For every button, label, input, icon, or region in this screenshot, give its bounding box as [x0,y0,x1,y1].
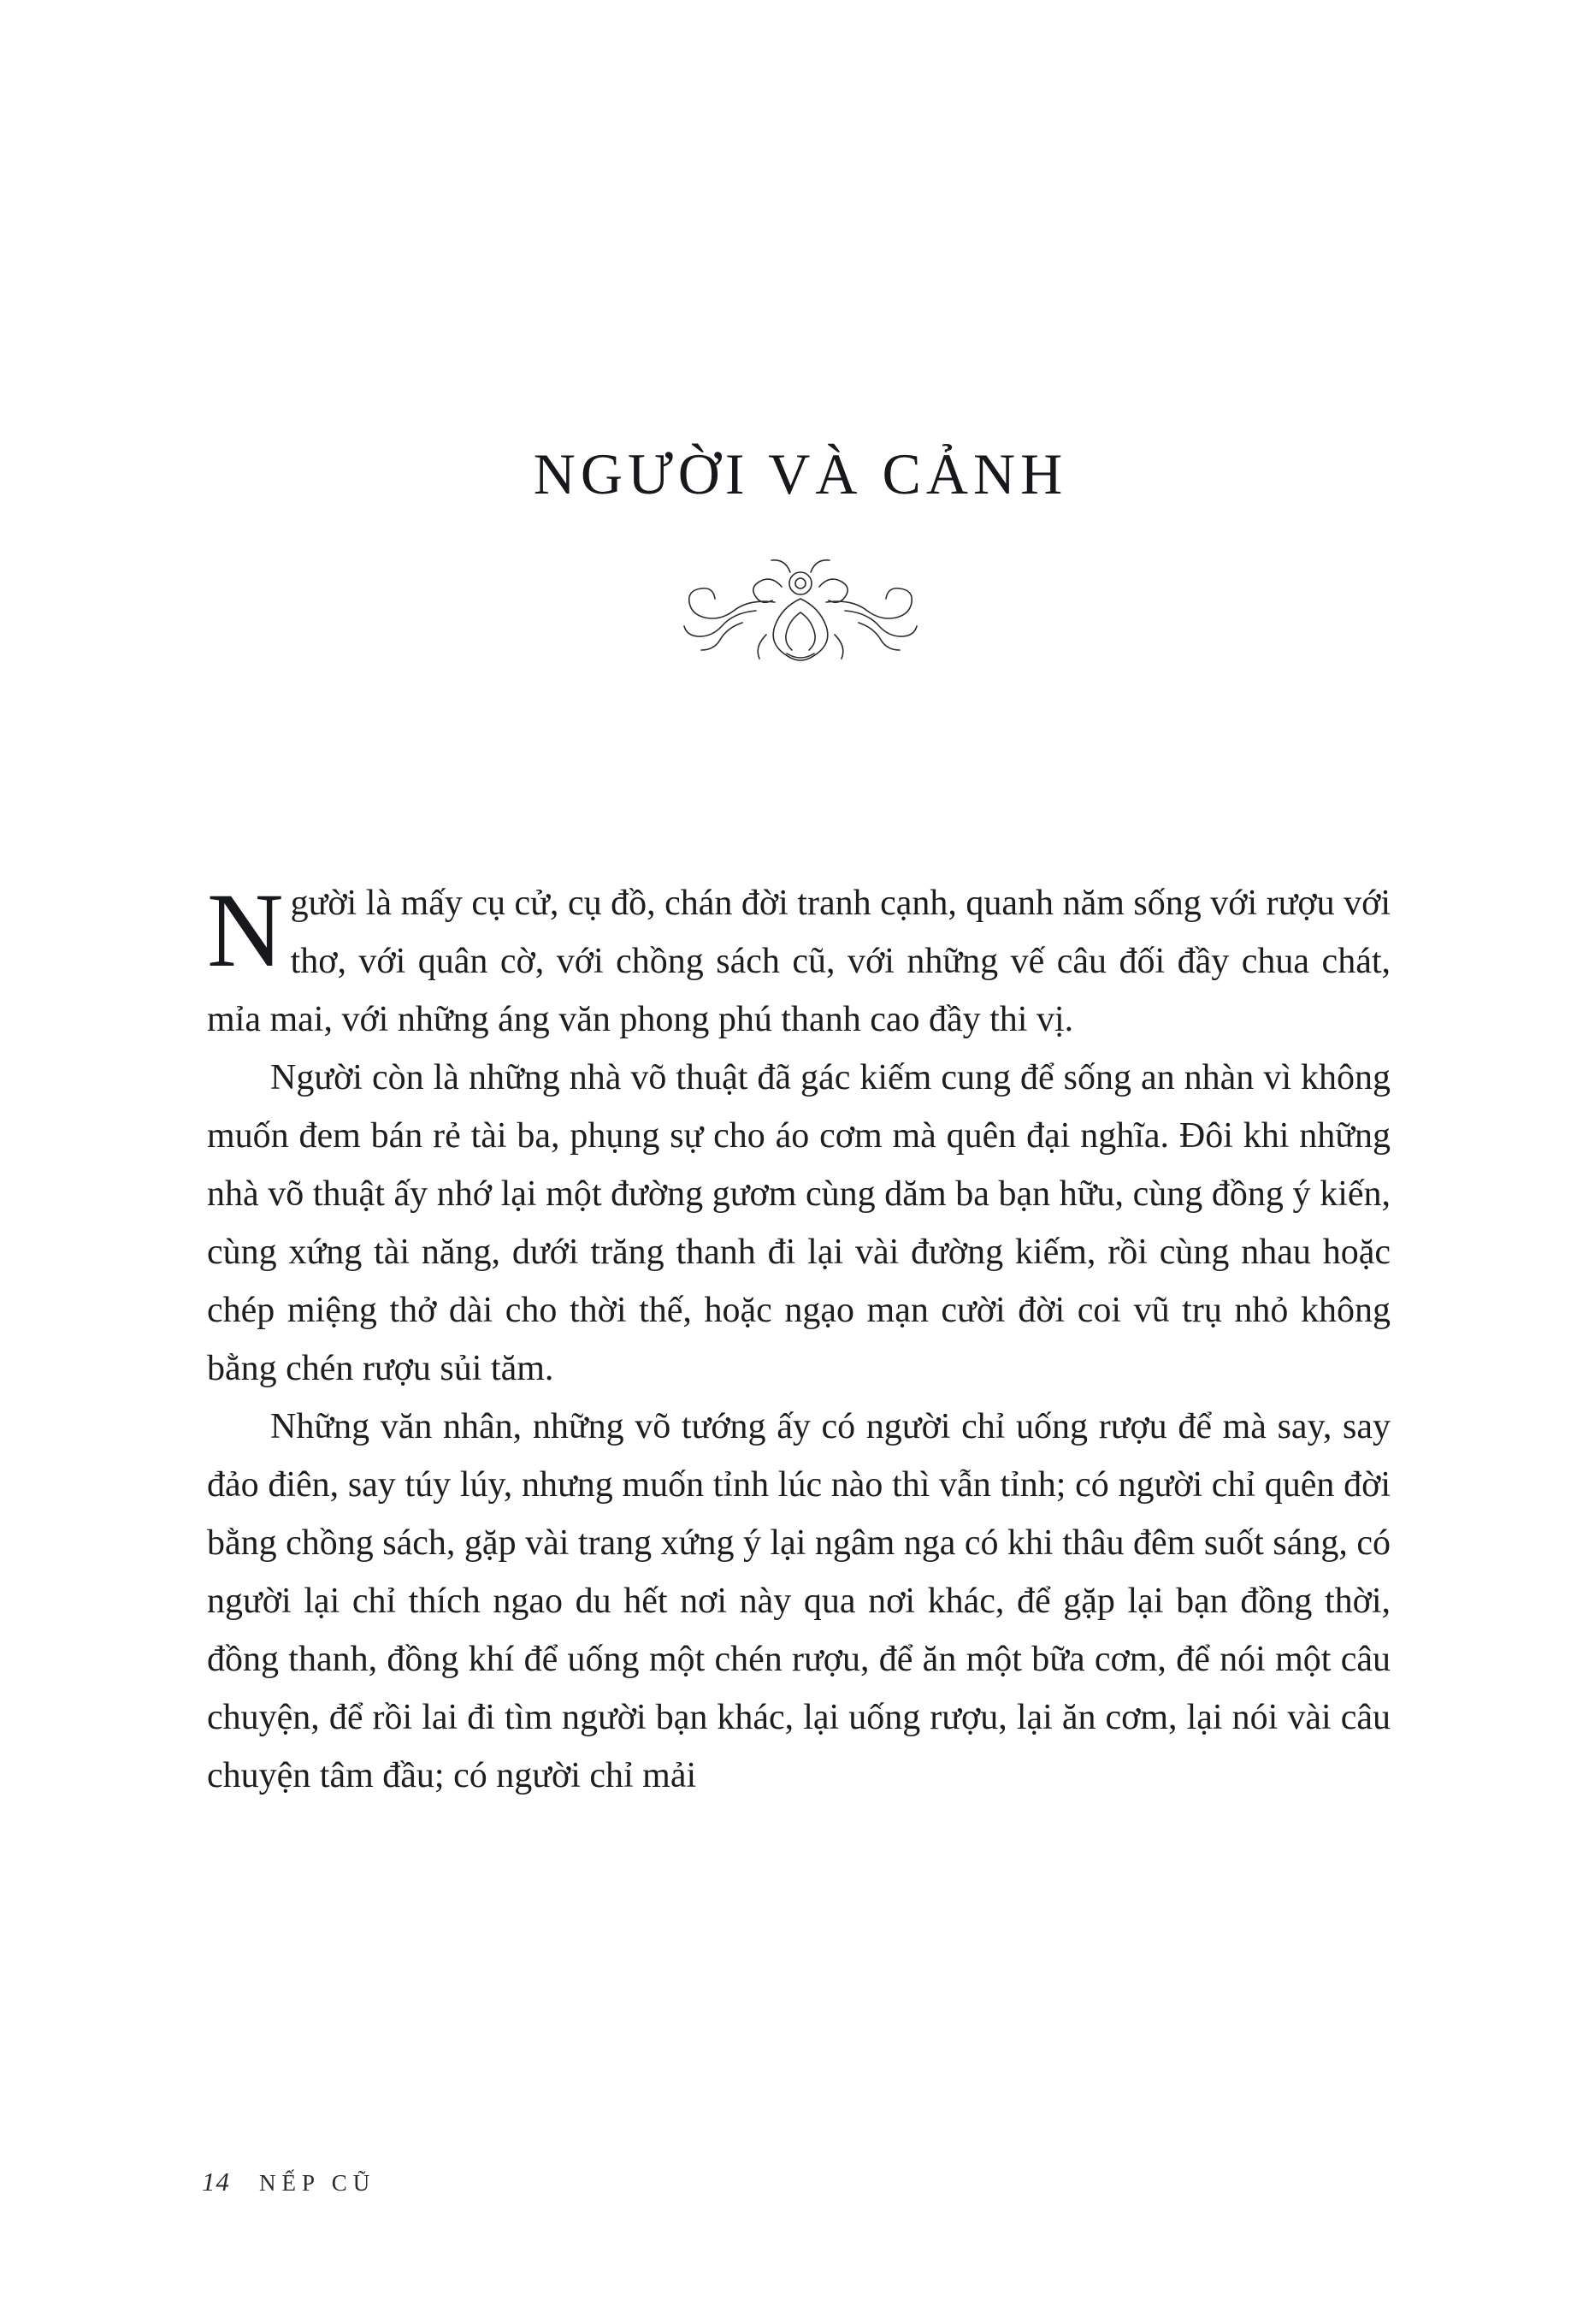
drop-cap: N [207,872,284,989]
floral-ornament-icon [647,549,954,677]
paragraph-2: Người còn là những nhà võ thuật đã gác kiếm cung để sống an nhàn vì không muốn đem bán rẻ tài ba, phụng sự cho áo cơm mà quên đại nghĩa. Đôi khi những nhà võ thuật ấy nhớ lại một đường gươm cùng dăm ba bạn hữu, cùng đồng ý kiến, cùng xứng tài năng, dưới trăng thanh đi lại vài đường kiếm, rồi cùng nhau hoặc chép miệng thở dài cho thời thế, hoặc ngạo mạn cười đời coi vũ trụ nhỏ không bằng chén rượu sủi tăm. [207,1058,1391,1389]
body-text [202,874,1399,1806]
running-head: NẾP CŨ [259,2170,376,2196]
page-footer [202,2167,375,2197]
page-title: NGƯỜI VÀ CẢNH [533,441,1068,506]
page-content [202,0,1399,2324]
page-number: 14 [202,2167,230,2197]
paragraph-1-text: gười là mấy cụ cử, cụ đồ, chán đời tranh cạnh, quanh năm sống với rượu với thơ, với quân cờ, với chồng sách cũ, với những vế câu đối đầy chua chát, mỉa mai, với những áng văn phong phú thanh cao đầy thi vị. [207,884,1391,1040]
paragraph-1 [207,874,1391,1049]
paragraph-3: Những văn nhân, những võ tướng ấy có người chỉ uống rượu để mà say, say đảo điên, say túy lúy, nhưng muốn tỉnh lúc nào thì vẫn tỉnh; có người chỉ quên đời bằng chồng sách, gặp vài trang xứng ý lại ngâm nga có khi thâu đêm suốt sáng, có người lại chỉ thích ngao du hết nơi này qua nơi khác, để gặp lại bạn đồng thời, đồng thanh, đồng khí để uống một chén rượu, để ăn một bữa cơm, để nói một câu chuyện, để rồi lai đi tìm người bạn khác, lại uống rượu, lại ăn cơm, lại nói vài câu chuyện tâm đầu; có người chỉ mải [207,1407,1391,1796]
